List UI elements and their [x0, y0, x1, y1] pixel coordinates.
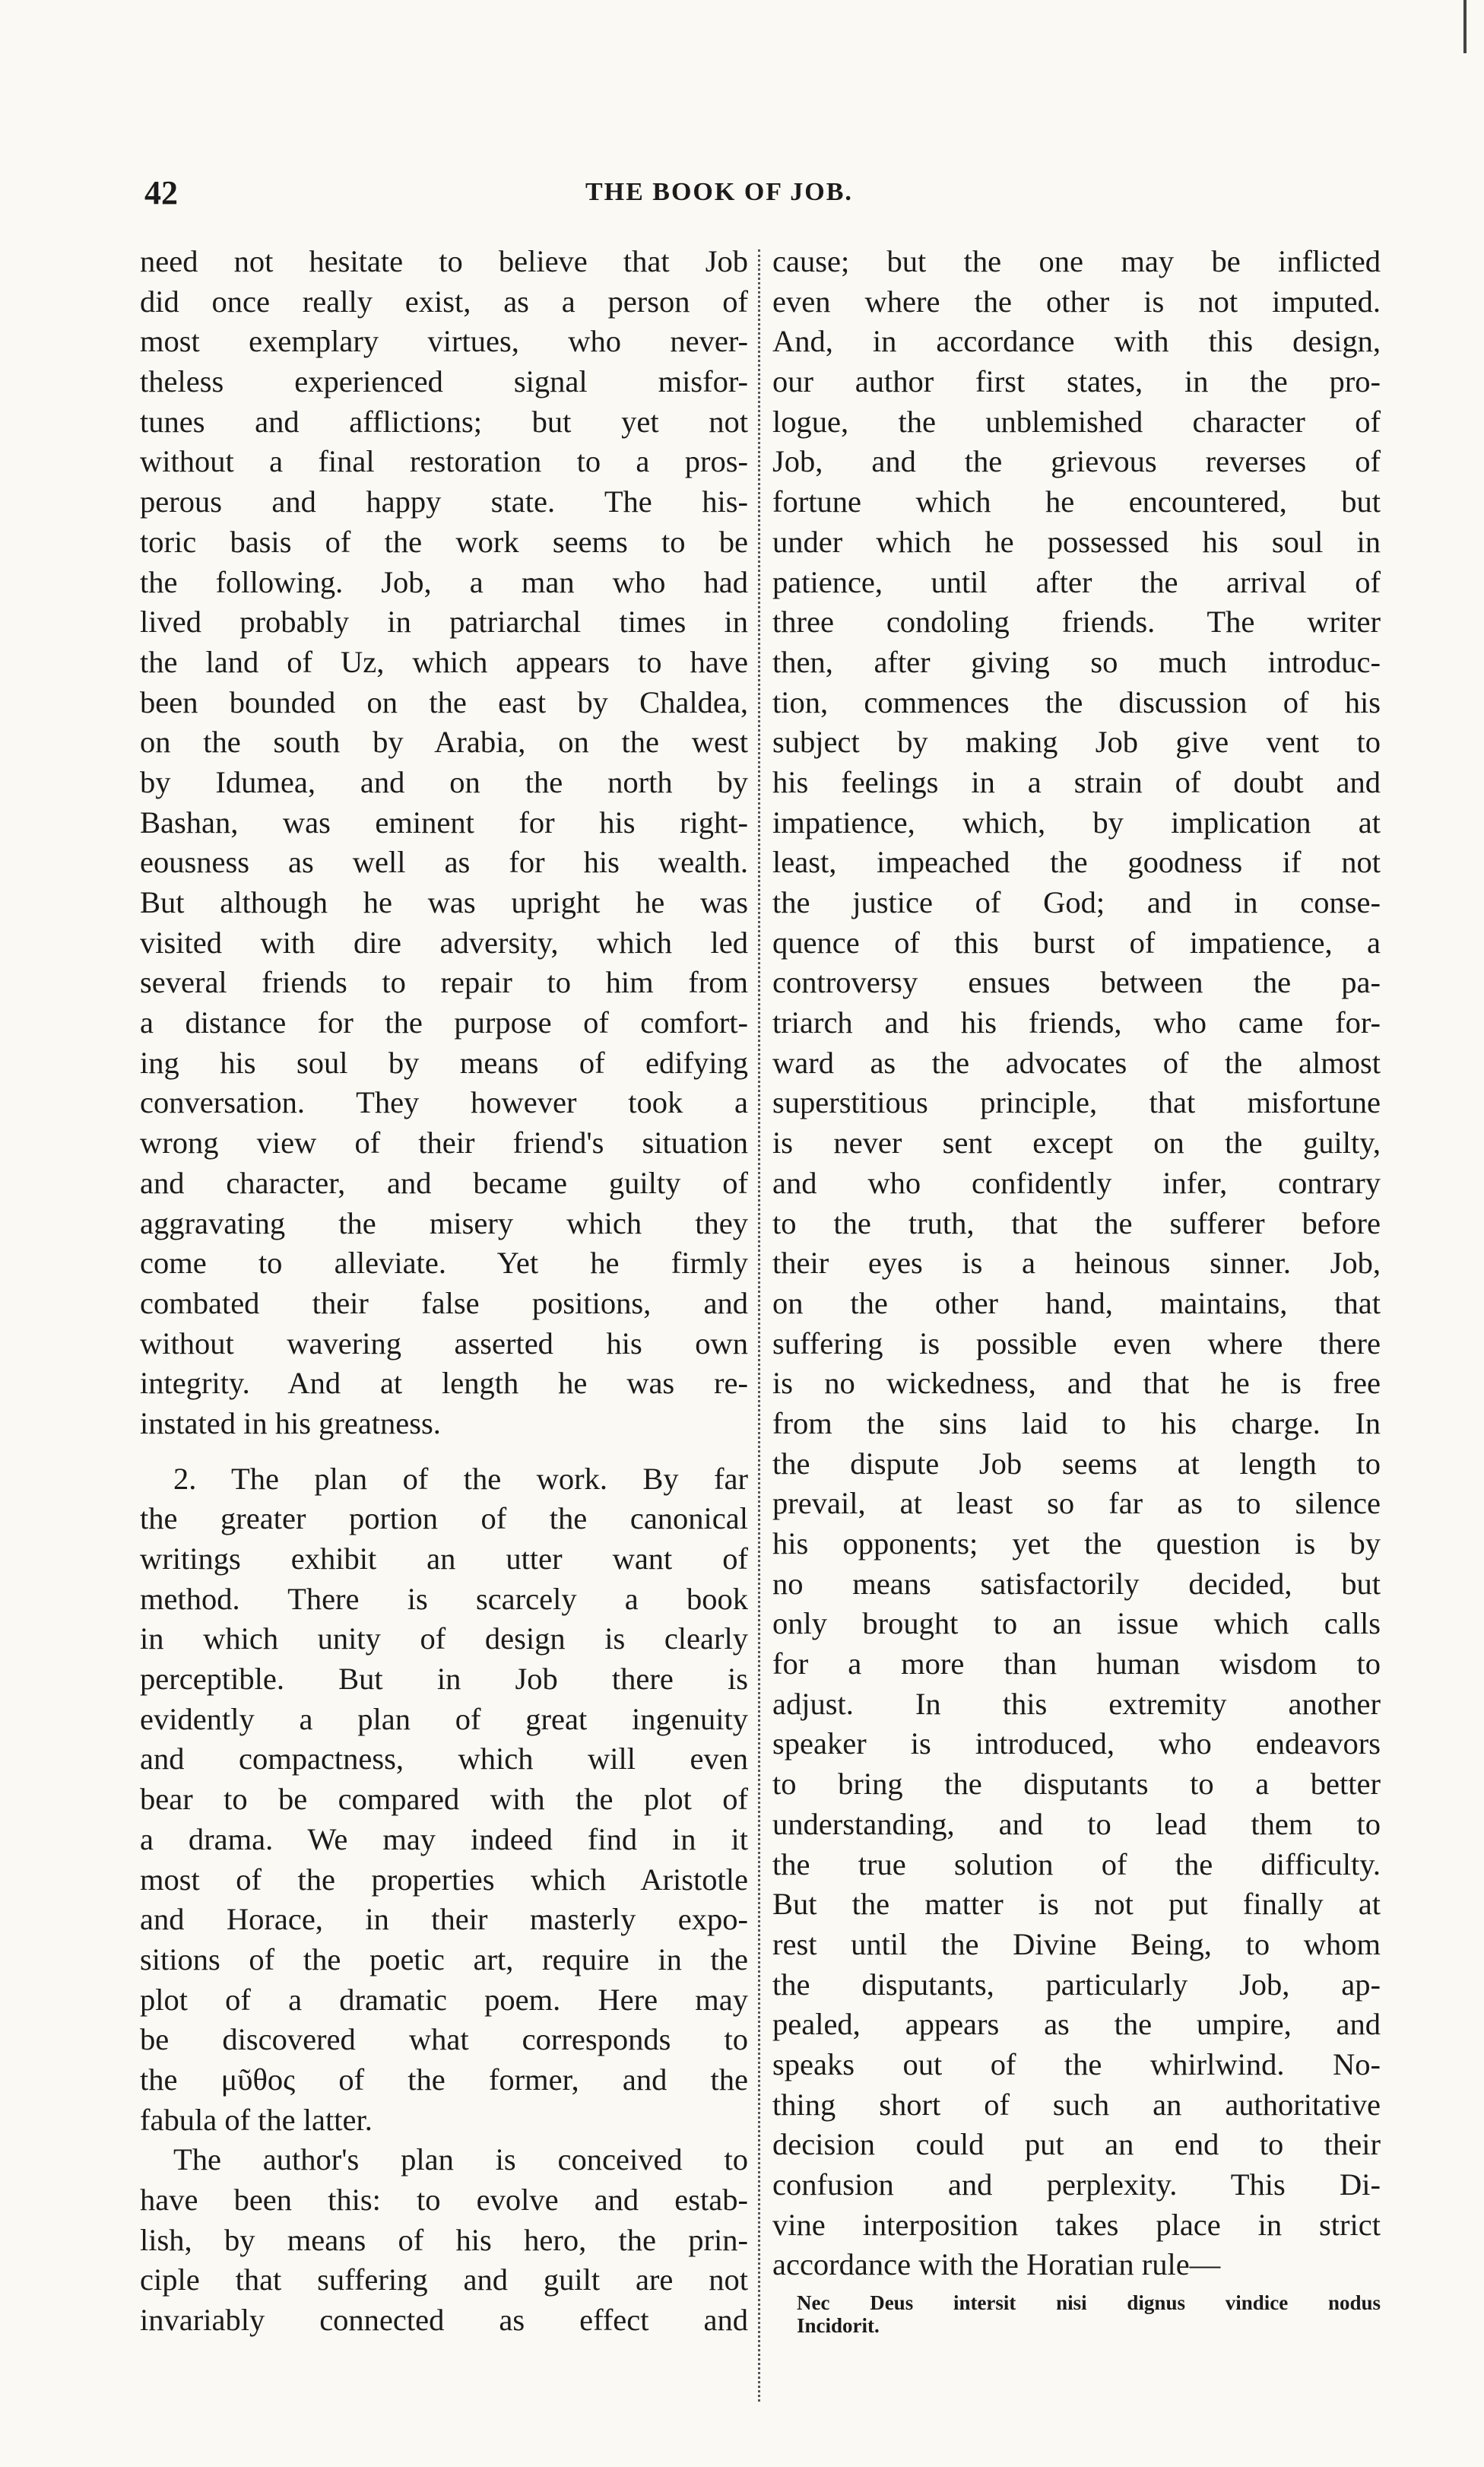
text-line: no means satisfactorily decided, but	[772, 1566, 1381, 1601]
text-line: by Idumea, and on the north by	[140, 764, 748, 799]
text-line: been bounded on the east by Chaldea,	[140, 684, 748, 719]
page-number: 42	[144, 174, 178, 211]
text-line: The author's plan is conceived to	[173, 2142, 748, 2177]
footnote-quotation	[772, 2291, 1381, 2337]
text-line: method. There is scarcely a book	[140, 1581, 748, 1616]
text-line: the greater portion of the canonical	[140, 1501, 748, 1536]
paragraph-continued	[772, 242, 1381, 2285]
text-line: the justice of God; and in conse-	[772, 885, 1381, 919]
text-line: wrong view of their friend's situation	[140, 1126, 748, 1160]
text-line: on the other hand, maintains, that	[772, 1285, 1381, 1320]
text-line: least, impeached the goodness if not	[772, 845, 1381, 880]
text-line: their eyes is a heinous sinner. Job,	[772, 1246, 1381, 1281]
text-line: even where the other is not imputed.	[772, 284, 1381, 319]
text-line: invariably connected as effect and	[140, 2303, 748, 2338]
text-line: And, in accordance with this design,	[772, 324, 1381, 359]
text-line: toric basis of the work seems to be	[140, 524, 748, 559]
text-line: be discovered what corresponds to	[140, 2022, 748, 2057]
text-line: suffering is possible even where there	[772, 1326, 1381, 1361]
text-line: most exemplary virtues, who never-	[140, 324, 748, 359]
text-line: to bring the disputants to a better	[772, 1767, 1381, 1802]
text-line: controversy ensues between the pa-	[772, 965, 1381, 1000]
text-line: confusion and perplexity. This Di-	[772, 2167, 1381, 2202]
text-line: come to alleviate. Yet he firmly	[140, 1246, 748, 1281]
text-line: and character, and became guilty of	[140, 1165, 748, 1200]
text-line: decision could put an end to their	[772, 2127, 1381, 2162]
text-line: rest until the Divine Being, to whom	[772, 1926, 1381, 1961]
right-column	[772, 242, 1381, 2337]
text-line: adjust. In this extremity another	[772, 1686, 1381, 1721]
text-line: our author first states, in the pro-	[772, 364, 1381, 399]
text-line: theless experienced signal misfor-	[140, 364, 748, 399]
text-line: only brought to an issue which calls	[772, 1606, 1381, 1641]
text-line: lived probably in patriarchal times in	[140, 605, 748, 640]
text-line: impatience, which, by implication at	[772, 805, 1381, 840]
text-line: logue, the unblemished character of	[772, 404, 1381, 439]
text-line: sitions of the poetic art, require in the	[140, 1942, 748, 1976]
text-line: Incidorit.	[797, 2314, 880, 2338]
text-line: to the truth, that the sufferer before	[772, 1205, 1381, 1240]
text-line: evidently a plan of great ingenuity	[140, 1701, 748, 1736]
text-line: on the south by Arabia, on the west	[140, 725, 748, 760]
text-line: Job, and the grievous reverses of	[772, 444, 1381, 479]
text-line: pealed, appears as the umpire, and	[772, 2007, 1381, 2042]
text-line: the disputants, particularly Job, ap-	[772, 1967, 1381, 2002]
text-line: a distance for the purpose of comfort-	[140, 1005, 748, 1040]
text-line: accordance with the Horatian rule—	[772, 2247, 1221, 2282]
text-line: tunes and afflictions; but yet not	[140, 404, 748, 439]
text-line: lish, by means of his hero, the prin-	[140, 2222, 748, 2257]
text-line: But the matter is not put finally at	[772, 1887, 1381, 1922]
text-line: the true solution of the difficulty.	[772, 1846, 1381, 1881]
text-line: But although he was upright he was	[140, 885, 748, 919]
paragraph-1	[140, 242, 748, 1444]
text-line: several friends to repair to him from	[140, 965, 748, 1000]
text-line: cause; but the one may be inflicted	[772, 244, 1381, 278]
text-line: need not hesitate to believe that Job	[140, 244, 748, 278]
text-line: fabula of the latter.	[140, 2102, 373, 2137]
left-column	[140, 242, 748, 2341]
text-line: ciple that suffering and guilt are not	[140, 2262, 748, 2297]
text-line: visited with dire adversity, which led	[140, 925, 748, 960]
text-line: ing his soul by means of edifying	[140, 1045, 748, 1080]
text-line: perceptible. But in Job there is	[140, 1662, 748, 1697]
text-line: and Horace, in their masterly expo-	[140, 1902, 748, 1937]
text-line: under which he possessed his soul in	[772, 524, 1381, 559]
text-line: Nec Deus intersit nisi dignus vindice nodus	[797, 2291, 1381, 2315]
text-line: did once really exist, as a person of	[140, 284, 748, 319]
text-line: conversation. They however took a	[140, 1085, 748, 1120]
text-line: quence of this burst of impatience, a	[772, 925, 1381, 960]
text-line: the following. Job, a man who had	[140, 564, 748, 599]
running-title: THE BOOK OF JOB.	[585, 178, 853, 206]
text-line: speaker is introduced, who endeavors	[772, 1726, 1381, 1761]
page-header	[144, 173, 1353, 219]
text-line: his feelings in a strain of doubt and	[772, 764, 1381, 799]
text-line: without a final restoration to a pros-	[140, 444, 748, 479]
text-line: 2. The plan of the work. By far	[173, 1461, 748, 1496]
text-line: integrity. And at length he was re-	[140, 1366, 748, 1401]
text-line: for a more than human wisdom to	[772, 1646, 1381, 1681]
text-line: ward as the advocates of the almost	[772, 1045, 1381, 1080]
text-line: is no wickedness, and that he is free	[772, 1366, 1381, 1401]
text-line: aggravating the misery which they	[140, 1205, 748, 1240]
text-line: subject by making Job give vent to	[772, 725, 1381, 760]
text-line: without wavering asserted his own	[140, 1326, 748, 1361]
text-line: prevail, at least so far as to silence	[772, 1486, 1381, 1521]
text-line: the μῦθος of the former, and the	[140, 2062, 748, 2097]
text-line: combated their false positions, and	[140, 1285, 748, 1320]
text-line: bear to be compared with the plot of	[140, 1782, 748, 1817]
text-line: have been this: to evolve and estab-	[140, 2183, 748, 2217]
text-line: the dispute Job seems at length to	[772, 1446, 1381, 1481]
text-line: superstitious principle, that misfortune	[772, 1085, 1381, 1120]
text-line: tion, commences the discussion of his	[772, 684, 1381, 719]
text-line: then, after giving so much introduc-	[772, 644, 1381, 679]
text-line: instated in his greatness.	[140, 1405, 441, 1440]
text-line: fortune which he encountered, but	[772, 484, 1381, 519]
text-line: perous and happy state. The his-	[140, 484, 748, 519]
text-line: vine interposition takes place in strict	[772, 2207, 1381, 2242]
paragraph-2	[140, 1459, 748, 2141]
text-line: most of the properties which Aristotle	[140, 1862, 748, 1897]
text-line: speaks out of the whirlwind. No-	[772, 2046, 1381, 2081]
text-line: the land of Uz, which appears to have	[140, 644, 748, 679]
text-line: and compactness, which will even	[140, 1742, 748, 1776]
text-line: his opponents; yet the question is by	[772, 1526, 1381, 1561]
text-line: thing short of such an authoritative	[772, 2087, 1381, 2122]
text-line: plot of a dramatic poem. Here may	[140, 1982, 748, 2017]
text-line: understanding, and to lead them to	[772, 1806, 1381, 1841]
text-line: writings exhibit an utter want of	[140, 1541, 748, 1576]
text-line: in which unity of design is clearly	[140, 1621, 748, 1656]
paragraph-3	[140, 2140, 748, 2340]
text-line: and who confidently infer, contrary	[772, 1165, 1381, 1200]
text-line: eousness as well as for his wealth.	[140, 845, 748, 880]
column-divider	[758, 249, 760, 2402]
text-line: three condoling friends. The writer	[772, 605, 1381, 640]
text-line: is never sent except on the guilty,	[772, 1126, 1381, 1160]
text-line: Bashan, was eminent for his right-	[140, 805, 748, 840]
text-line: a drama. We may indeed find in it	[140, 1821, 748, 1856]
text-line: from the sins laid to his charge. In	[772, 1405, 1381, 1440]
page-edge-mark	[1463, 0, 1474, 53]
text-line: triarch and his friends, who came for-	[772, 1005, 1381, 1040]
text-line: patience, until after the arrival of	[772, 564, 1381, 599]
